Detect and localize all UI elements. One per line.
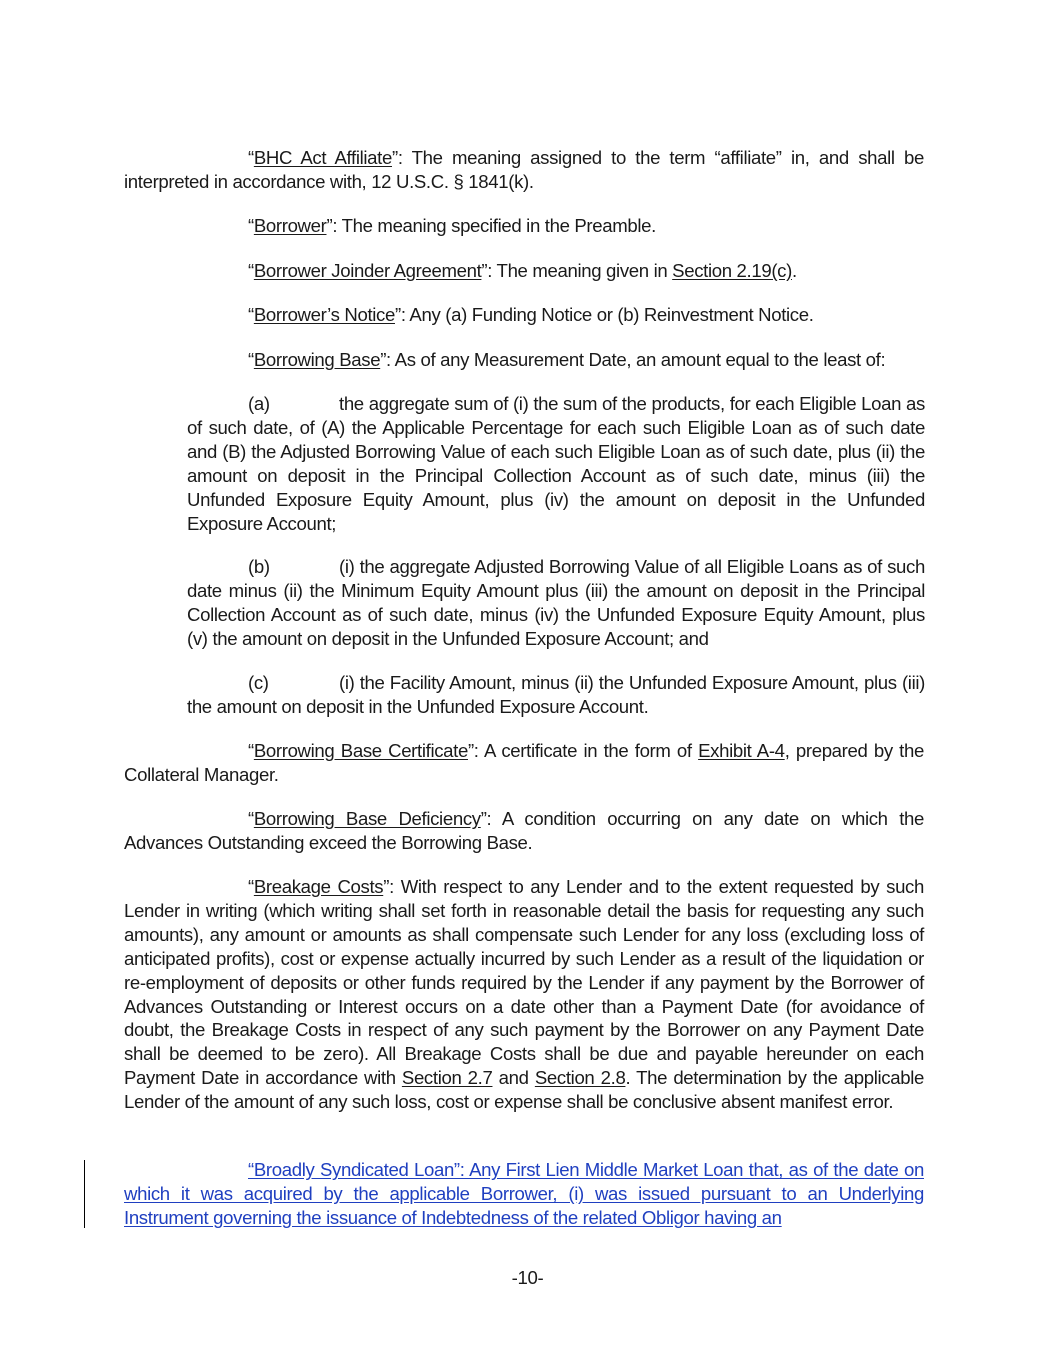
borrowing-base-clause-a: (a) the aggregate sum of (i) the sum of the products, for each Eligible Loan as of such date, of (A) the Applicable Percentage for each such Eligible Loan as of such date and (B) the Adjusted Borrowing Value of each such Eligible Loan as of such date, plus (ii) the amount on deposit in the Principal Collection Account as of such date, minus (iii) the Unfunded Exposure Equity Amount, plus (iv) the amount on deposit in the Unfunded Exposure Account; (187, 393, 925, 534)
definition-borrowers-notice: “Borrower’s Notice”: Any (a) Funding Notice or (b) Reinvestment Notice. (248, 304, 814, 325)
clause-number: (a) (248, 393, 270, 414)
definition-borrower-joinder-agreement: “Borrower Joinder Agreement”: The meaning given in Section 2.19(c). (248, 260, 797, 281)
definition-breakage-costs: “Breakage Costs”: With respect to any Lender and to the extent requested by such Lender in writing (which writing shall set forth in reasonable detail the basis for requesting any such amounts), any amount or amounts as shall compensate such Lender for any loss (excluding loss of anticipated profits), cost or expense actually incurred by such Lender as a result of the liquidation or re-employment of deposits or other funds required by the Lender if any payment by the Borrower of Advances Outstanding or Interest occurs on a date other than a Payment Date (for avoidance of doubt, the Breakage Costs in respect of any such payment by the Borrower on any Payment Date shall be deemed to be zero). All Breakage Costs shall be due and payable hereunder on each Payment Date in accordance with Section 2.7 and Section 2.8. The determination by the applicable Lender of the amount of any such loss, cost or expense shall be conclusive absent manifest error. (124, 876, 925, 1113)
page-number: -10- (511, 1267, 544, 1288)
clause-number: (c) (248, 672, 269, 693)
section-reference: Section 2.19(c) (672, 260, 792, 281)
revision-change-bar (84, 1160, 85, 1228)
section-reference: Section 2.8 (534, 1067, 626, 1089)
defined-term: Borrowing Base Deficiency (253, 808, 481, 829)
defined-term: Borrower (253, 215, 327, 236)
clause-number: (b) (248, 556, 270, 577)
definition-bhc-act-affiliate: “BHC Act Affiliate”: The meaning assigned to the term “affiliate” in, and shall be interpreted in accordance with, 12 U.S.C. § 1841(k). (124, 147, 925, 192)
section-reference: Section 2.7 (401, 1067, 493, 1089)
inserted-text: “Broadly Syndicated Loan”: Any First Lien Middle Market Loan that, as of the date on which it was acquired by the applicable Borrower, (i) was issued pursuant to an Underlying Instrument governing the issuance of Indebtedness of the related Obligor having an (124, 1159, 924, 1228)
definition-borrowing-base-deficiency: “Borrowing Base Deficiency”: A condition occurring on any date on which the Advances Outstanding exceed the Borrowing Base. (124, 808, 924, 853)
definition-borrower: “Borrower”: The meaning specified in the Preamble. (248, 215, 656, 236)
defined-term: BHC Act Affiliate (253, 147, 392, 168)
defined-term: Borrower Joinder Agreement (253, 260, 482, 281)
borrowing-base-clause-b: (b) (i) the aggregate Adjusted Borrowing Value of all Eligible Loans as of such date minus (ii) the Minimum Equity Amount plus (iii) the amount on deposit in the Principal Collection Account as of such date, minus (iv) the Unfunded Exposure Equity Amount, plus (v) the amount on deposit in the Unfunded Exposure Account; and (187, 556, 925, 649)
definition-borrowing-base: “Borrowing Base”: As of any Measurement Date, an amount equal to the least of: (248, 349, 886, 370)
defined-term: Breakage Costs (253, 876, 384, 897)
definition-borrowing-base-certificate: “Borrowing Base Certificate”: A certificate in the form of Exhibit A-4, prepared by the Collateral Manager. (124, 740, 924, 785)
defined-term: Borrowing Base (253, 349, 381, 370)
defined-term: Borrower’s Notice (253, 304, 395, 325)
borrowing-base-clause-c: (c) (i) the Facility Amount, minus (ii) the Unfunded Exposure Amount, plus (iii) the amount on deposit in the Unfunded Exposure Account. (187, 672, 925, 717)
defined-term: Borrowing Base Certificate (253, 740, 468, 761)
definition-broadly-syndicated-loan (124, 1158, 924, 1230)
exhibit-reference: Exhibit A-4 (698, 740, 785, 761)
